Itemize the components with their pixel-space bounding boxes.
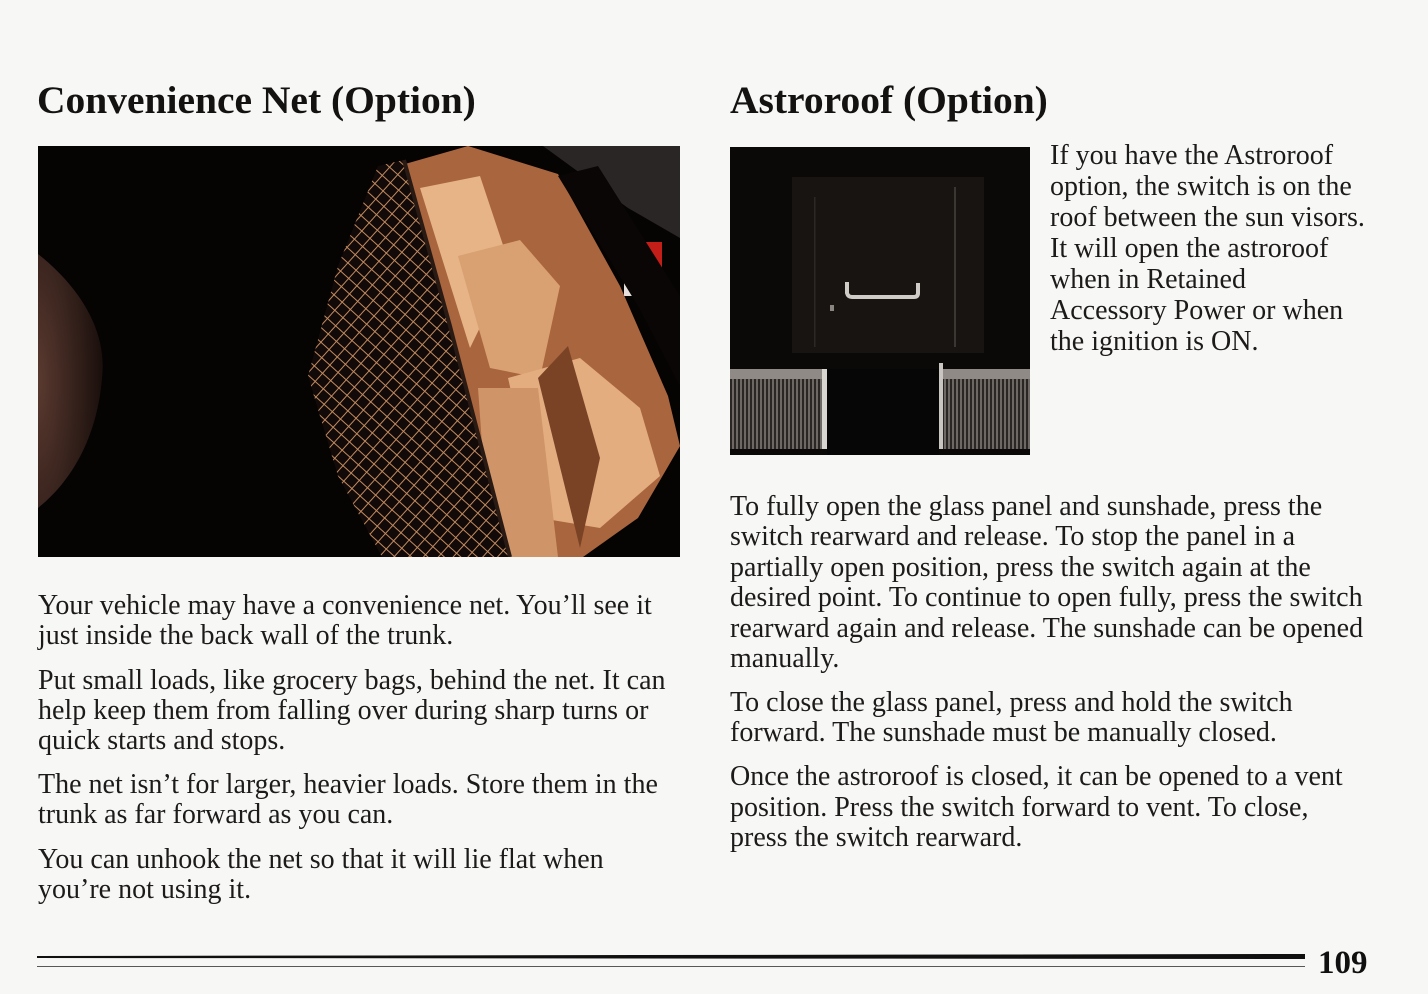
text-line: press the switch rearward. — [730, 822, 1023, 854]
astroroof-paragraph — [730, 762, 1363, 853]
text-line: the ignition is ON. — [1050, 326, 1259, 357]
text-line: The net isn’t for larger, heavier loads. Store them in the — [38, 769, 658, 800]
astroroof-body — [730, 492, 1363, 867]
text-line: You can unhook the net so that it will lie flat when — [38, 843, 604, 875]
footer-rule-thin — [37, 966, 1305, 967]
page-number: 109 — [1318, 945, 1368, 981]
text-line: switch rearward and release. To stop the panel in a — [730, 521, 1296, 553]
astroroof-heading: Astroroof (Option) — [730, 78, 1048, 122]
text-line: To fully open the glass panel and sunshade, press the — [730, 491, 1323, 522]
text-line: you’re not using it. — [38, 873, 252, 905]
footer-rule-thick — [37, 954, 1305, 959]
text-line: trunk as far forward as you can. — [38, 799, 394, 830]
text-line: when in Retained — [1050, 264, 1246, 295]
text-line: help keep them from falling over during sharp turns or — [38, 694, 649, 726]
text-line: partially open position, press the switch again at the — [730, 551, 1311, 583]
convenience-net-paragraph — [38, 666, 666, 756]
text-line: Accessory Power or when — [1050, 295, 1344, 326]
text-line: rearward again and release. The sunshade can be opened — [730, 612, 1364, 644]
astroroof-switch-photo — [730, 147, 1030, 455]
text-line: Once the astroroof is closed, it can be opened to a vent — [730, 761, 1343, 793]
text-line: It will open the astroroof — [1050, 233, 1329, 264]
astroroof-paragraph — [730, 688, 1363, 749]
text-line: desired point. To continue to open fully, press the switch — [730, 582, 1363, 614]
astroroof-paragraph — [730, 492, 1363, 674]
convenience-net-photo — [38, 146, 680, 557]
astroroof-intro — [1050, 140, 1365, 357]
text-line: manually. — [730, 643, 840, 675]
convenience-net-paragraph — [38, 591, 666, 651]
text-line: To close the glass panel, press and hold the switch — [730, 687, 1293, 719]
astroroof-intro-paragraph — [1050, 140, 1365, 357]
convenience-net-paragraph — [38, 770, 666, 830]
text-line: Your vehicle may have a convenience net. You’ll see it — [38, 590, 652, 621]
text-line: If you have the Astroroof — [1050, 140, 1334, 171]
convenience-net-paragraph — [38, 845, 666, 905]
text-line: option, the switch is on the — [1050, 171, 1352, 202]
text-line: just inside the back wall of the trunk. — [38, 620, 454, 651]
text-line: position. Press the switch forward to vent. To close, — [730, 791, 1309, 823]
text-line: roof between the sun visors. — [1050, 202, 1365, 233]
convenience-net-heading: Convenience Net (Option) — [37, 78, 476, 122]
text-line: forward. The sunshade must be manually closed. — [730, 717, 1277, 749]
text-line: Put small loads, like grocery bags, behind the net. It can — [38, 664, 666, 696]
text-line: quick starts and stops. — [38, 724, 286, 756]
convenience-net-body — [38, 591, 666, 919]
